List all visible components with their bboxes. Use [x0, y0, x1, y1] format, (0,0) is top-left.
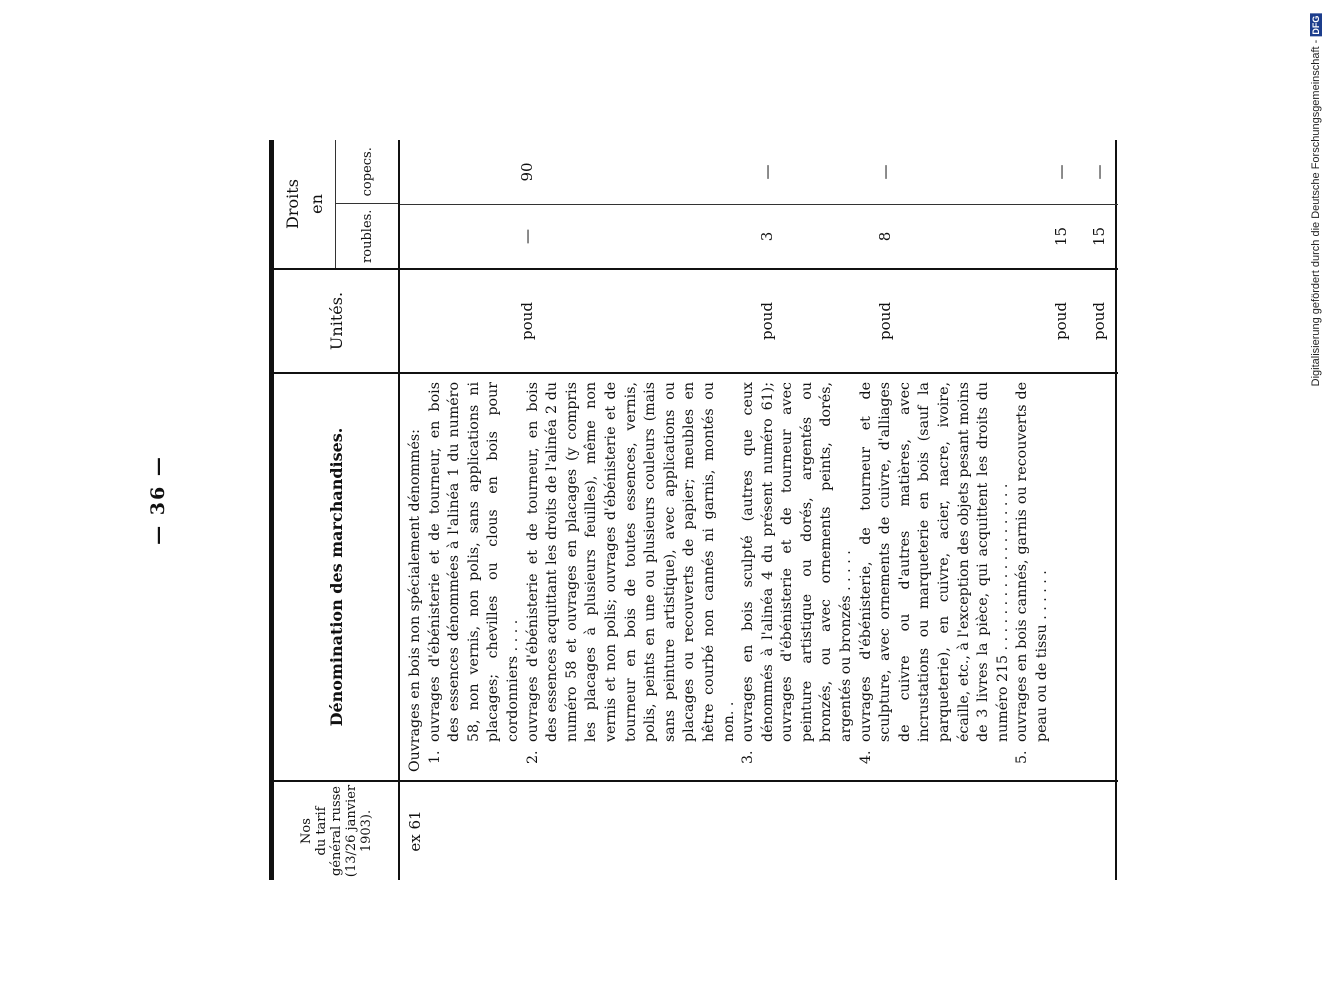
digitization-note: Digitalisierung gefördert durch die Deutsche Forschungsgemeinschaft -: [1310, 39, 1322, 387]
list-item: [857, 382, 1014, 772]
list-item: [426, 382, 524, 772]
item-number: 4.: [857, 750, 874, 764]
item-text: ouvrages en bois sculpté (autres que ceux dénommés à l'alinéa 4 du présent numéro 61); ouvrages d'ébénisterie et de tourneur avec peinture artistique ou dorés, argentés ou bronzés, ou avec ornements peints, dorés, argentés ou bronzés . . . . .: [740, 382, 855, 742]
header-copecks: copecs.: [359, 147, 375, 197]
item-text: ouvrages d'ébénisterie, de tourneur et de sculpture, avec ornements de cuivre, d'alliages de cuivre ou d'autres matières, avec incrustations ou marqueterie en bois (sauf la parqueterie), en cuivre, acier, nacre, ivoire, écaille, etc., à l'exception des objets pesant moins de 3 livres la pièce, qui acquittent les droits du numéro 215 . . . . . . . . . . . . . . . . . . .: [857, 382, 1011, 742]
copecks-value: —: [876, 164, 894, 180]
header-tariff-line: Nos: [298, 818, 314, 844]
tariff-table: [269, 140, 1117, 880]
header-tariff-line: 1903).: [358, 809, 374, 853]
item-text: ouvrages en bois cannés, garnis ou recouverts de peau ou de tissu . . . . . .: [1014, 382, 1050, 742]
duties-en: en: [306, 194, 326, 214]
roubles-value: 8: [876, 231, 894, 242]
header-units: Unités.: [274, 268, 398, 372]
list-item: [524, 382, 740, 772]
tariff-entry: ex 61: [406, 810, 424, 852]
header-duties: [274, 140, 398, 268]
header-denomination: Dénomination des marchandises.: [274, 372, 398, 780]
page-number: — 36 —: [147, 455, 169, 545]
header-tariff-line: du tarif: [313, 806, 329, 856]
roubles-value: 3: [758, 231, 776, 242]
list-item: [739, 382, 857, 772]
column-duties: [400, 140, 1118, 268]
tariff-table-rotated: [269, 140, 1117, 880]
copecks-value: 90: [518, 162, 536, 182]
item-text: ouvrages d'ébénisterie et de tourneur, en bois des essences dénommées à l'alinéa 1 du numéro 58, non vernis, non polis, sans applications ni placages; chevilles ou clous en bois pour cordonniers . . . .: [426, 382, 521, 742]
column-denomination: [400, 372, 1118, 780]
item-text: ouvrages d'ébénisterie et de tourneur, en bois des essences acquittant les droits de l'alinéa 2 du numéro 58 et ouvrages en placages (y compris les placages à plusieurs feuilles), même non vernis et non polis; ouvrages d'ébénisterie et de tourneur en bois de toutes essences, vernis, polis, peints en une ou plusieurs couleurs (mais sans peinture artistique), avec applications ou placages ou recouverts de papier; meubles en hêtre courbé non cannés ni garnis, montés ou non. .: [524, 382, 737, 742]
header-tariff-number: [274, 780, 398, 880]
copecks-value: —: [1052, 164, 1070, 180]
roubles-value: 15: [1052, 226, 1070, 247]
item-number: 3.: [740, 750, 757, 764]
item-number: 2.: [524, 750, 541, 764]
digitization-footer: [1310, 14, 1322, 387]
copecks-value: —: [758, 164, 776, 180]
unit-value: poud: [758, 302, 776, 340]
column-roubles: [400, 204, 1118, 268]
page-number-value: 36: [147, 484, 169, 516]
column-copecks: [400, 140, 1118, 204]
unit-value: poud: [876, 302, 894, 340]
header-roubles: roubles.: [336, 204, 398, 269]
table-body: [400, 140, 1118, 880]
copecks-value: —: [1090, 164, 1108, 180]
header-duties-subcolumns: [336, 140, 398, 268]
item-number: 1.: [426, 750, 443, 764]
roubles-value: —: [518, 229, 536, 244]
item-number: 5.: [1014, 750, 1031, 764]
column-units: [400, 268, 1118, 372]
denomination-intro: Ouvrages en bois non spécialement dénommés:: [407, 429, 423, 772]
header-duties-title: [274, 140, 336, 268]
duties-title: Droits: [282, 179, 302, 229]
dfg-logo: DFG: [1311, 15, 1321, 35]
roubles-value: 15: [1090, 226, 1108, 247]
header-tariff-line: (13/26 janvier: [343, 784, 359, 878]
column-tariff-number: [400, 780, 1118, 880]
unit-value: poud: [518, 302, 536, 340]
unit-value: poud: [1090, 302, 1108, 340]
table-header: [274, 140, 400, 880]
list-item: [1013, 382, 1052, 772]
unit-value: poud: [1052, 302, 1070, 340]
header-tariff-line: général russe: [328, 786, 344, 876]
